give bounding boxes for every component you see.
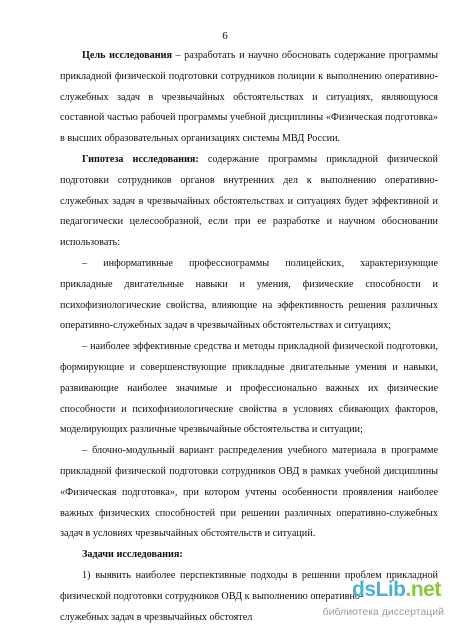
document-body (60, 46, 438, 628)
list-item-profiles: – информативные профессиограммы полицейских, характеризующие прикладные двигательные навыки и умения, физические способности и психофизиологические свойства, влияющие на эффективность решения различных оперативно-служебных задач в чрезвычайных обстоятельствах и ситуациях; (60, 257, 438, 332)
paragraph-research-goal (60, 46, 438, 150)
logo-tld: .net (405, 578, 441, 601)
research-goal-text: – разработать и научно обосновать содержание программы прикладной физической подготовки сотрудников полиции к выполнению оперативно-служебных задач в чрезвычайных обстоятельствах и ситуациях, являющуюся составной частью рабочей программы учебной дисциплины «Физическая подготовка» в высших образовательных организациях системы МВД России. (60, 50, 438, 145)
tasks-heading: Задачи исследования: (82, 549, 183, 561)
logo-main: dsLib (352, 578, 406, 601)
dslib-watermark (322, 578, 444, 628)
dslib-logo (352, 578, 441, 602)
list-item-methods: – наиболее эффективные средства и методы прикладной физической подготовки, формирующие и совершенствующие прикладные двигательные умения и навыки, развивающие наиболее значимые и профессионально важных их физические способности и психофизиологические свойства в условиях сбивающих факторов, моделирующих различные чрезвычайные обстоятельства и ситуации; (60, 341, 438, 436)
hypothesis-label: Гипотеза исследования: (82, 153, 199, 165)
page-number: 6 (222, 30, 228, 42)
task-item-1-cut-line: служебных задач в чрезвычайных обстоятел (60, 611, 253, 623)
task-item-1: 1) выявить наиболее перспективные подходы в решении проблем прикладной физической подготовки сотрудников ОВД к выполнению оперативно- (60, 569, 438, 602)
paragraph-hypothesis (60, 150, 438, 254)
research-goal-label: Цель исследования (82, 50, 172, 61)
dslib-tagline: библиотека диссертаций (322, 606, 444, 618)
hypothesis-text: содержание программы прикладной физической подготовки сотрудников органов внутренних дел к выполнению оперативно-служебных задач в чрезвычайных обстоятельствах и ситуациях будет эффективной и педагогически целесообразной, если при ее разработке и научном обосновании использовать: (60, 153, 438, 249)
list-item-block-modular: – блочно-модульный вариант распределения учебного материала в программе прикладной физической подготовки сотрудников ОВД в рамках учебной дисциплины «Физическая подготовка», при котором учтены особенности проявления наиболее важных физических способностей при решении различных оперативно-служебных задач в условиях чрезвычайных обстоятельств и ситуаций. (60, 445, 438, 540)
